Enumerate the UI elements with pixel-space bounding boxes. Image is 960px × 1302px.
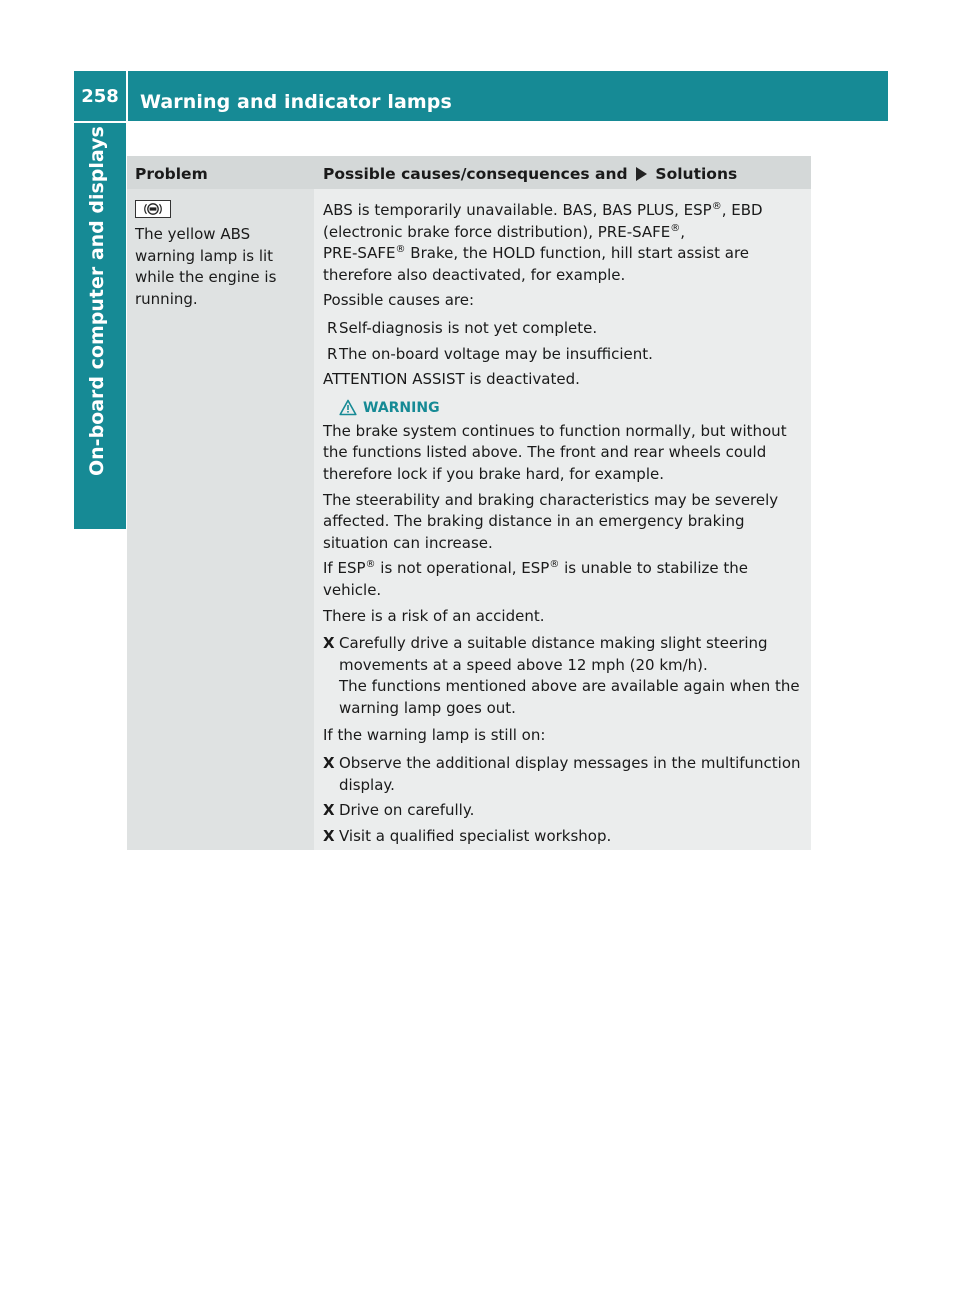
step-item: X Observe the additional display messages in the multifunction display. xyxy=(323,754,801,794)
warning-triangle-icon xyxy=(339,399,357,416)
bullet-mark: R xyxy=(327,318,338,337)
step-mark: X xyxy=(323,634,335,653)
abs-warning-icon xyxy=(135,200,171,218)
page-header xyxy=(128,71,888,121)
warning-text-4: There is a risk of an accident. xyxy=(323,606,545,625)
bullet-mark: R xyxy=(327,344,338,363)
causes-intro: Possible causes are: xyxy=(323,291,475,310)
page-number: 258 xyxy=(74,71,126,121)
header-solutions-prefix: Possible causes/consequences and xyxy=(323,165,628,183)
warning-lamp-table xyxy=(127,156,811,850)
solution-cell xyxy=(323,200,809,847)
warning-text-3: If ESP® is not operational, ESP® is unable to stabilize the vehicle. xyxy=(323,559,748,599)
problem-description: The yellow ABS warning lamp is lit while the engine is running. xyxy=(135,225,277,308)
step-mark: X xyxy=(323,801,335,820)
still-on-intro: If the warning lamp is still on: xyxy=(323,726,546,745)
page-title: Warning and indicator lamps xyxy=(140,91,452,113)
step-item: X Drive on carefully. xyxy=(323,800,809,822)
step-mark: X xyxy=(323,826,335,845)
step-note: The functions mentioned above are available again when the warning lamp goes out. xyxy=(339,677,800,717)
list-item: R The on-board voltage may be insufficient. xyxy=(323,344,809,366)
table-header-row xyxy=(127,156,811,189)
warning-heading xyxy=(323,395,809,421)
header-solutions-suffix: Solutions xyxy=(655,165,738,183)
arrow-right-icon xyxy=(636,167,647,181)
warning-text-2: The steerability and braking characteristics may be severely affected. The braking distance in an emergency braking situation can increase. xyxy=(323,490,779,552)
list-item: R Self-diagnosis is not yet complete. xyxy=(323,318,809,340)
warning-label: WARNING xyxy=(363,399,440,416)
step-item: X Visit a qualified specialist workshop. xyxy=(323,826,809,848)
header-problem: Problem xyxy=(135,165,208,183)
step-mark: X xyxy=(323,754,335,773)
header-solutions xyxy=(323,165,737,183)
availability-paragraph: ABS is temporarily unavailable. BAS, BAS PLUS, ESP®, EBD (electronic brake force distribution), PRE-SAFE®, PRE-SAFE® Brake, the HOLD function, hill start assist are therefore also deactivated, for example. xyxy=(323,201,763,284)
warning-text-1: The brake system continues to function normally, but without the functions listed above. The front and rear wheels could therefore lock if you brake hard, for example. xyxy=(323,421,787,483)
step-item: X Carefully drive a suitable distance making slight steering movements at a speed above 12 mph (20 km/h). The functions mentioned above are available again when the warning lamp goes out. xyxy=(323,633,809,719)
attention-assist-note: ATTENTION ASSIST is deactivated. xyxy=(323,370,580,389)
